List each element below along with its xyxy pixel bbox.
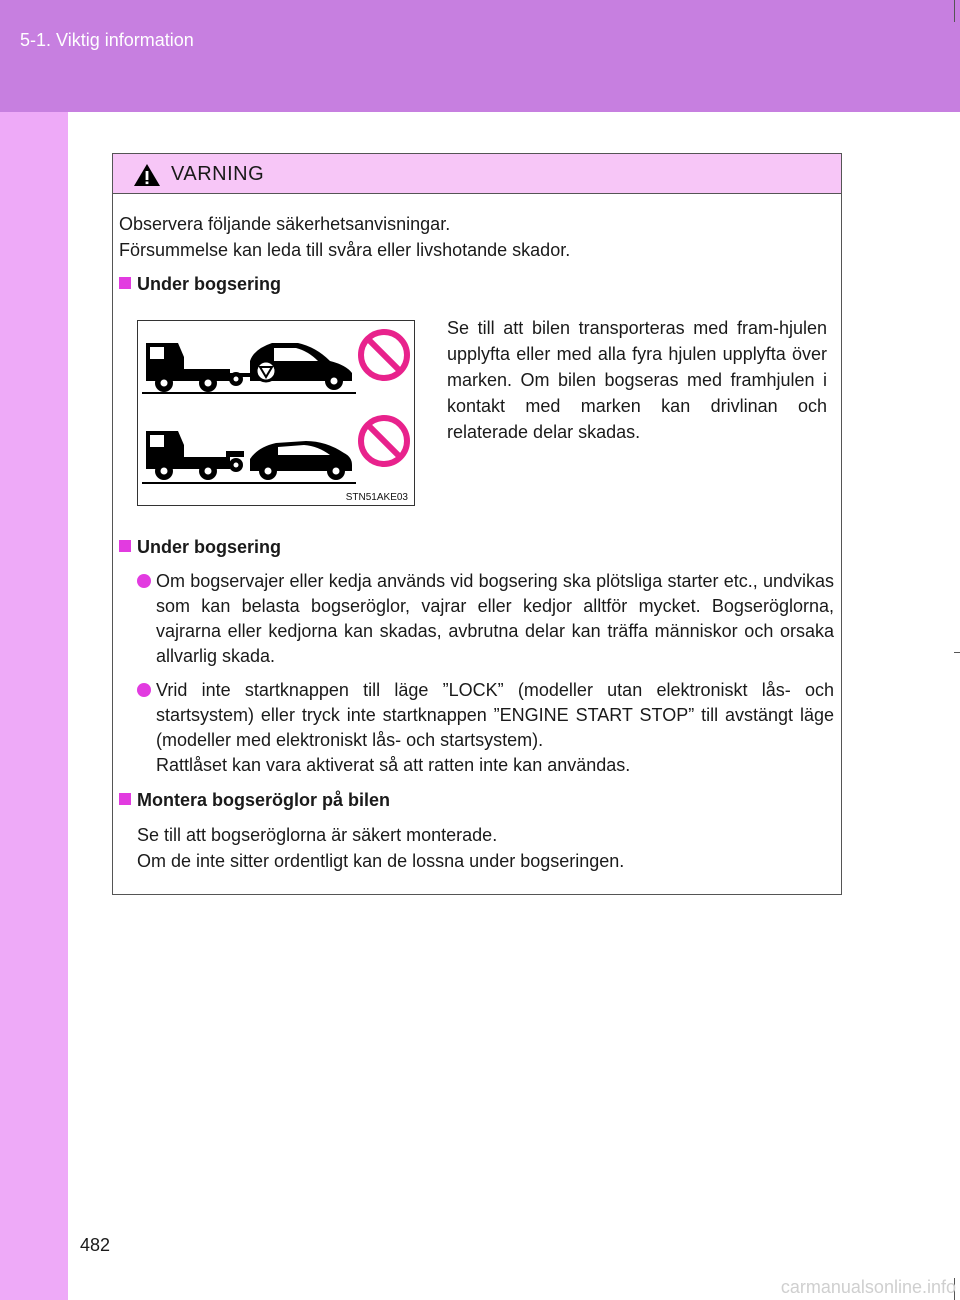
- tow-truck-diagram: [138, 321, 414, 505]
- tow-truck-top: [146, 343, 256, 392]
- section-heading-tow-eyelets: Montera bogseröglor på bilen: [119, 787, 390, 813]
- round-bullet-icon: [137, 574, 151, 588]
- bullet-steering-lock: Rattlåset kan vara aktiverat så att ratten inte kan användas.: [156, 755, 631, 775]
- warning-intro-line2: Försummelse kan leda till svåra eller livshotande skador.: [119, 240, 571, 260]
- section-heading-towing: Under bogsering: [119, 271, 281, 297]
- towed-car-top: [250, 343, 352, 390]
- round-bullet-icon: [137, 683, 151, 697]
- bullet-start-button: Vrid inte startknappen till läge ”LOCK” (modeller utan elektroniskt lås- och startsystem) eller tryck inte startknappen ”ENGINE START STOP” till avstängt läge (modeller med elektroniskt lås- och startsystem).: [156, 680, 834, 750]
- towing-illustration: [137, 320, 415, 506]
- tow-truck-bottom: [146, 431, 244, 480]
- warning-title: VARNING: [171, 163, 265, 185]
- towing-instructions: Se till att bilen transporteras med fram-hjulen upplyfta eller med alla fyra hjulen upplyfta över marken. Om bilen bogseras med framhjulen i kontakt med marken kan drivlinan och relaterade delar skadas.: [447, 318, 827, 442]
- watermark: carmanualsonline.info: [780, 1277, 956, 1297]
- square-bullet-icon: [119, 277, 131, 289]
- square-bullet-icon: [119, 793, 131, 805]
- warning-intro-line1: Observera följande säkerhetsanvisningar.: [119, 214, 451, 234]
- eyelets-line1: Se till att bogseröglorna är säkert monterade.: [137, 825, 498, 845]
- square-bullet-icon: [119, 540, 131, 552]
- section-title: 5-1. Viktig information: [20, 30, 194, 50]
- eyelets-line2: Om de inte sitter ordentligt kan de lossna under bogseringen.: [137, 851, 625, 871]
- figure-code: STN51AKE03: [345, 492, 408, 503]
- prohibition-icon: [361, 418, 407, 464]
- page-number: 482: [80, 1235, 111, 1255]
- prohibition-icon: [361, 332, 407, 378]
- section-heading-towing-2: Under bogsering: [119, 534, 281, 560]
- towed-car-bottom: [250, 441, 352, 480]
- bullet-tow-cable: Om bogservajer eller kedja används vid bogsering ska plötsliga starter etc., undvikas som kan belasta bogseröglor, vajrar eller kedjor alltför mycket. Bogseröglorna, vajrarna eller kedjorna kan skadas, avbrutna delar kan träffa människor och orsaka allvarlig skada.: [156, 571, 834, 666]
